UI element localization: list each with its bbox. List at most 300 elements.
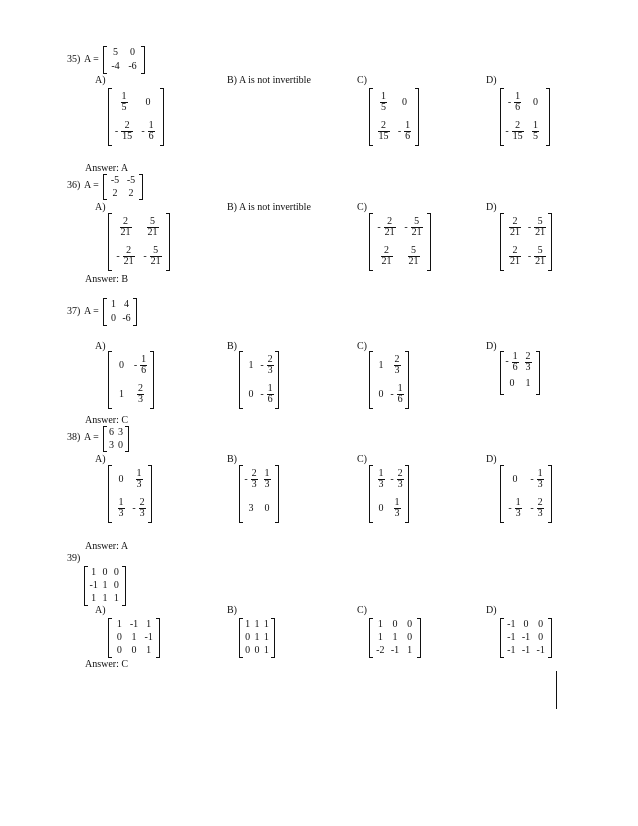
denominator: 6 [148,131,154,142]
matrix-cell [373,117,394,146]
matrix-entry: 0 [111,313,116,324]
matrix-cell [243,645,252,658]
matrix-cell [259,351,275,380]
matrix-cell [388,618,403,631]
matrix-entry: -1 [536,645,545,657]
denominator: 5 [381,102,386,113]
matrix-cell [259,494,275,523]
option-matrix [108,465,152,523]
numerator: 2 [394,354,400,365]
option-label: B) A is not invertible [227,202,311,213]
matrix-entry: -6 [128,61,137,72]
denominator: 3 [394,365,400,376]
option-label: A) [95,605,106,616]
numerator: 5 [150,246,162,257]
matrix-entry: 4 [124,299,129,310]
matrix-cell [373,631,388,644]
matrix-cell [504,631,519,644]
matrix-cell [394,88,415,117]
denominator: 21 [411,227,422,238]
matrix-cell [139,242,166,271]
right-bracket [546,88,550,146]
matrix-entry: 5 [113,47,118,58]
fraction [384,217,396,238]
matrix-entry: 0 [378,502,384,514]
matrix-cell [373,618,388,631]
denominator: 6 [141,365,147,376]
fraction [394,498,401,519]
matrix-a-label: A = [84,432,99,443]
matrix-entry: 0 [113,579,119,591]
matrix-cell [504,351,520,373]
numerator: 2 [138,383,143,394]
matrix-cell [389,380,405,409]
matrix-entry: 0 [407,618,413,630]
matrix-cell [107,298,120,312]
right-bracket [122,566,126,606]
matrix-entry: 3 [118,426,123,438]
matrix-cell [116,426,125,439]
matrix-cell [141,618,156,631]
minus-sign: - [404,221,408,233]
matrix-cell [107,60,124,74]
matrix-cell [243,465,259,494]
matrix-cell [400,213,427,242]
matrix-cell [394,117,415,146]
matrix-entry: -1 [507,645,516,657]
matrix-a-label: A = [84,306,99,317]
matrix-entry: -1 [144,631,153,643]
minus-sign: - [260,388,264,400]
numerator: 1 [378,468,384,479]
minus-sign: - [116,250,120,262]
question-number: 35) [67,54,81,65]
matrix-cell [88,566,99,579]
matrix-cell [252,645,261,658]
matrix-cell [130,494,148,523]
fraction [264,469,271,490]
matrix-cell [259,465,275,494]
matrix-entry: -4 [111,61,120,72]
matrix-cell [99,593,110,606]
matrix-cell [389,351,405,380]
minus-sign: - [527,250,532,262]
fraction [394,355,401,376]
numerator: 1 [148,120,154,131]
matrix-cell [112,645,127,658]
matrix-entry: 0 [509,378,515,389]
minus-sign: - [530,473,534,485]
denominator: 21 [384,227,395,238]
fraction [139,498,146,519]
matrix-cell [389,494,405,523]
numerator: 2 [251,468,257,479]
matrix-entry: 0 [118,473,124,485]
numerator: 1 [533,120,538,131]
denominator: 21 [535,227,546,238]
denominator: 6 [512,361,518,373]
fraction [251,469,258,490]
fraction [378,469,385,490]
option-matrix [108,213,170,271]
minus-sign: - [114,125,119,137]
denominator: 15 [122,131,133,142]
fraction [525,352,532,373]
option-label: D) [486,454,497,465]
matrix-entry: 0 [118,439,123,451]
denominator: 6 [267,394,273,405]
fraction [537,469,544,490]
matrix-entry: 1 [116,618,122,630]
matrix-entry: 0 [102,566,108,578]
matrix-cell [504,242,526,271]
option-matrix [500,88,550,146]
option-matrix [369,351,409,409]
right-bracket [166,213,170,271]
denominator: 3 [251,479,257,490]
option-label: A) [95,75,106,86]
matrix-entry: 1 [146,618,152,630]
matrix-cell [112,213,139,242]
fraction [148,121,155,142]
matrix-cell [99,579,110,592]
option-label: C) [357,202,367,213]
question-number: 38) [67,432,81,443]
matrix-cell [112,242,139,271]
denominator: 21 [381,256,392,267]
denominator: 3 [394,508,400,519]
matrix-entry: 0 [264,502,270,514]
right-bracket [548,465,552,523]
matrix-entry: 6 [109,426,114,438]
matrix-entry: 1 [525,378,531,389]
matrix-cell [107,312,120,326]
matrix-entry: 1 [392,631,398,643]
matrix-cell [136,117,160,146]
matrix-entry: 1 [91,593,97,605]
numerator: 1 [141,354,147,365]
matrix-cell [141,631,156,644]
option-label: D) [486,605,497,616]
numerator: 2 [397,468,403,479]
matrix-cell [526,465,548,494]
fraction [408,246,420,267]
matrix-entry: 1 [248,359,254,371]
matrix-cell [131,380,150,409]
matrix-cell [243,494,259,523]
matrix-cell [141,645,156,658]
denominator: 3 [378,479,384,490]
right-bracket [405,351,409,409]
answer-line: Answer: A [85,163,129,174]
matrix-cell [504,373,520,395]
fraction [380,92,387,113]
matrix-entry: 1 [91,566,97,578]
option-matrix [369,213,431,271]
right-bracket [133,298,137,326]
minus-sign: - [132,502,136,514]
fraction [147,217,159,238]
matrix-cell [402,631,417,644]
numerator: 2 [139,497,145,508]
matrix-cell [136,88,160,117]
denominator: 21 [510,256,520,267]
matrix-cell [123,174,139,187]
matrix-cell [519,645,534,658]
option-matrix [369,465,409,523]
option-label: D) [486,75,497,86]
minus-sign: - [133,359,138,371]
right-bracket [148,465,152,523]
matrix-cell [373,494,389,523]
matrix-entry: 0 [533,96,538,108]
matrix-entry: 1 [131,631,137,643]
fraction [118,498,125,519]
matrix-entry: -5 [110,174,120,186]
matrix-cell [112,631,127,644]
matrix-entry: 0 [130,47,135,58]
matrix-entry: 0 [523,618,529,630]
right-bracket [156,618,160,658]
minus-sign: - [141,125,145,137]
matrix-entry: 0 [538,631,544,643]
matrix-cell [504,465,526,494]
fraction [121,121,133,142]
numerator: 1 [515,497,521,508]
matrix-entry: -1 [390,645,400,657]
matrix-cell [373,645,388,658]
numerator: 1 [381,91,386,102]
question-matrix [103,298,137,326]
matrix-cell [504,213,526,242]
matrix-entry: 1 [119,388,124,400]
numerator: 5 [534,246,546,257]
denominator: 15 [512,131,523,142]
matrix-entry: 2 [128,187,134,199]
numerator: 2 [509,217,521,228]
minus-sign: - [527,221,532,233]
fraction [534,246,546,267]
right-bracket [125,426,129,452]
matrix-cell [252,631,261,644]
denominator: 21 [150,256,161,267]
matrix-cell [504,88,525,117]
fraction [397,469,404,490]
denominator: 21 [123,256,134,267]
fraction [404,121,411,142]
denominator: 6 [515,102,521,113]
numerator: 1 [405,120,411,131]
question-number: 39) [67,553,81,564]
matrix-entry: 2 [112,187,118,199]
matrix-cell [504,618,519,631]
matrix-entry: -6 [122,313,131,324]
right-bracket [150,351,154,409]
right-bracket [536,351,540,395]
matrix-entry: -5 [126,174,136,186]
matrix-cell [112,88,136,117]
matrix-entry: 1 [378,359,384,371]
numerator: 1 [267,383,273,394]
minus-sign: - [505,125,509,137]
fraction [509,246,521,267]
answer-line: Answer: A [85,541,129,552]
matrix-cell [124,60,141,74]
numerator: 1 [118,497,124,508]
matrix-entry: -1 [129,618,139,630]
option-matrix [239,618,275,658]
matrix-cell [130,465,148,494]
matrix-cell [243,380,259,409]
matrix-cell [112,351,131,380]
fraction [514,92,521,113]
matrix-cell [127,618,142,631]
answer-line: Answer: B [85,274,129,285]
answer-line: Answer: C [85,659,129,670]
matrix-entry: 3 [248,502,254,514]
option-matrix [239,351,279,409]
right-bracket [275,465,279,523]
fraction [120,217,132,238]
option-matrix [108,88,164,146]
fraction [378,121,390,142]
denominator: 3 [136,479,142,490]
denominator: 3 [118,508,124,519]
fraction [121,92,128,113]
matrix-cell [373,351,389,380]
numerator: 2 [378,121,390,132]
matrix-entry: -1 [89,579,98,591]
denominator: 21 [535,256,546,267]
matrix-cell [243,618,252,631]
option-matrix [500,618,552,658]
denominator: 5 [533,131,538,142]
matrix-cell [526,494,548,523]
minus-sign: - [390,473,394,485]
answer-line: Answer: C [85,415,129,426]
fraction [137,384,144,405]
matrix-cell [112,618,127,631]
matrix-cell [99,566,110,579]
right-bracket [427,213,431,271]
matrix-cell [373,88,394,117]
minus-sign: - [505,356,509,367]
option-matrix [369,618,421,658]
matrix-cell [111,579,122,592]
question-number: 37) [67,306,81,317]
matrix-cell [402,645,417,658]
matrix-cell [120,312,133,326]
matrix-cell [112,465,130,494]
matrix-cell [388,631,403,644]
option-matrix [369,88,419,146]
matrix-entry: 0 [145,96,151,108]
fraction [534,217,546,238]
matrix-cell [111,593,122,606]
matrix-cell [116,439,125,452]
option-matrix [108,351,154,409]
fraction [512,352,519,373]
minus-sign: - [530,502,534,514]
numerator: 5 [411,217,423,228]
matrix-entry: 1 [111,299,116,310]
matrix-entry: 1 [377,631,383,643]
numerator: 2 [381,246,393,257]
stray-bracket-line [556,671,557,709]
matrix-cell [519,631,534,644]
matrix-entry: 1 [263,645,269,657]
matrix-entry: 0 [254,645,260,657]
matrix-cell [107,426,116,439]
option-label: B) A is not invertible [227,75,311,86]
right-bracket [548,618,552,658]
right-bracket [139,174,143,200]
matrix-entry: -1 [507,618,516,630]
question-matrix [103,174,143,200]
matrix-cell [402,618,417,631]
right-bracket [141,46,145,74]
matrix-cell [88,593,99,606]
numerator: 1 [264,468,270,479]
matrix-entry: 0 [538,618,544,630]
matrix-cell [107,46,124,60]
fraction [150,246,162,267]
matrix-cell [373,380,389,409]
numerator: 2 [123,246,135,257]
matrix-entry: 1 [245,618,251,630]
denominator: 21 [147,227,158,238]
numerator: 1 [121,91,127,102]
option-label: C) [357,341,367,352]
numerator: 1 [512,350,518,362]
numerator: 5 [534,217,546,228]
matrix-entry: 1 [254,631,260,643]
question-matrix [84,566,126,606]
option-matrix [500,465,552,523]
right-bracket [548,213,552,271]
matrix-entry: 0 [113,566,119,578]
denominator: 21 [408,256,419,267]
denominator: 15 [378,131,389,142]
matrix-cell [388,645,403,658]
denominator: 3 [397,479,403,490]
matrix-cell [525,117,546,146]
matrix-cell [526,213,548,242]
matrix-cell [243,631,252,644]
matrix-cell [504,645,519,658]
matrix-cell [373,465,389,494]
numerator: 2 [267,354,273,365]
right-bracket [415,88,419,146]
matrix-cell [107,439,116,452]
option-label: A) [95,202,106,213]
matrix-cell [526,242,548,271]
fraction [381,246,393,267]
matrix-cell [262,631,271,644]
minus-sign: - [508,502,512,514]
fraction [136,469,143,490]
matrix-cell [400,242,427,271]
matrix-cell [120,298,133,312]
matrix-entry: 1 [102,593,108,605]
option-label: D) [486,341,497,352]
matrix-cell [520,351,536,373]
question-matrix [103,426,129,452]
matrix-entry: 0 [248,388,254,400]
matrix-entry: -1 [521,631,531,643]
matrix-cell [389,465,405,494]
matrix-a-label: A = [84,54,99,65]
